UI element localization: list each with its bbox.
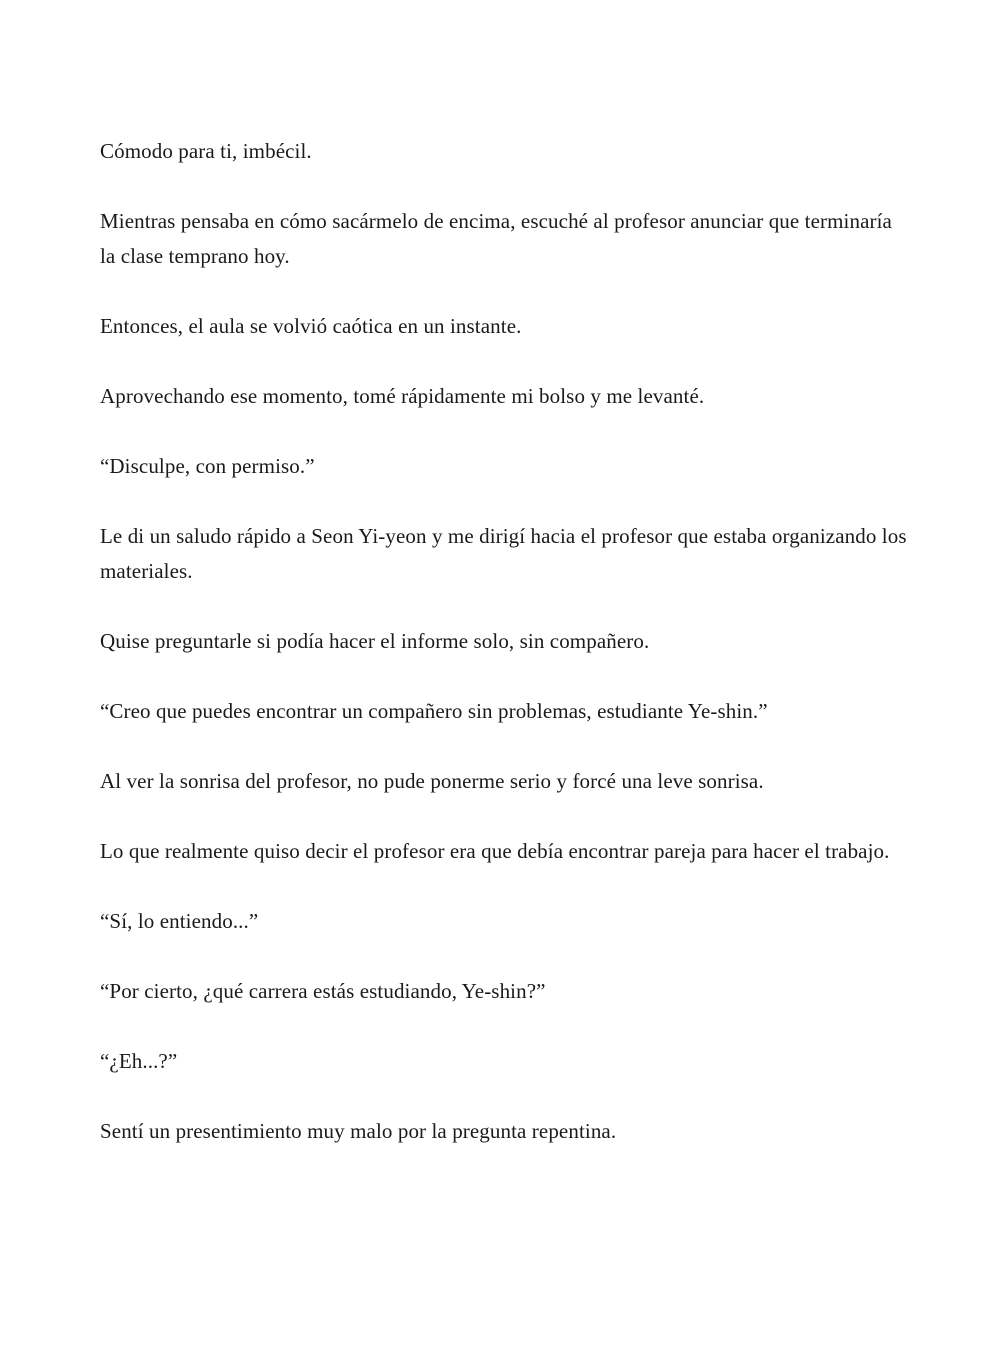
paragraph: Sentí un presentimiento muy malo por la pregunta repentina. [100, 1119, 617, 1143]
paragraph: Cómodo para ti, imbécil. [100, 139, 312, 163]
paragraph: Al ver la sonrisa del profesor, no pude ponerme serio y forcé una leve sonrisa. [100, 769, 764, 793]
paragraph: Lo que realmente quiso decir el profesor era que debía encontrar pareja para hacer el trabajo. [100, 839, 890, 863]
paragraph: Le di un saludo rápido a Seon Yi-yeon y me dirigí hacia el profesor que estaba organizando los materiales. [100, 524, 907, 583]
dialogue-paragraph: “Disculpe, con permiso.” [100, 454, 315, 478]
dialogue-paragraph: “Creo que puedes encontrar un compañero sin problemas, estudiante Ye-shin.” [100, 699, 768, 723]
paragraph: Quise preguntarle si podía hacer el informe solo, sin compañero. [100, 629, 650, 653]
document-page [100, 134, 910, 1184]
paragraph: Aprovechando ese momento, tomé rápidamente mi bolso y me levanté. [100, 384, 705, 408]
paragraph: Mientras pensaba en cómo sacármelo de encima, escuché al profesor anunciar que terminaría la clase temprano hoy. [100, 209, 892, 268]
dialogue-paragraph: “¿Eh...?” [100, 1049, 178, 1073]
dialogue-paragraph: “Por cierto, ¿qué carrera estás estudiando, Ye-shin?” [100, 979, 546, 1003]
dialogue-paragraph: “Sí, lo entiendo...” [100, 909, 259, 933]
paragraph: Entonces, el aula se volvió caótica en un instante. [100, 314, 522, 338]
